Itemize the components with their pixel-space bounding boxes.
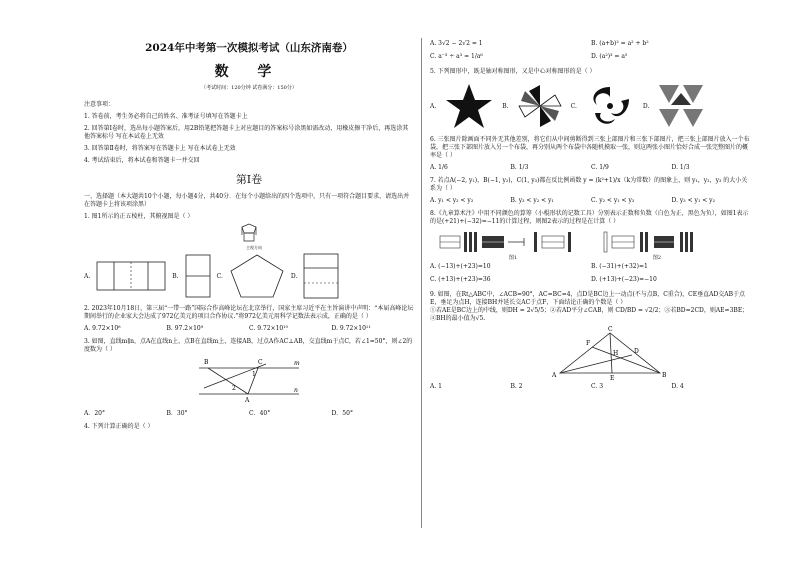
figure-2-caption: 图2 [652, 255, 662, 261]
counting-rods-figure-2 [602, 230, 712, 254]
q8-figures [438, 230, 752, 261]
q7-option-a: A. y₁ < y₂ < y₃ [430, 197, 474, 204]
line-m-label: m [294, 360, 300, 367]
note-item: 3. 回答第Ⅱ卷时，将答案写在答题卡上 写在本试卷上无效 [84, 145, 236, 152]
point-e-label: E [610, 375, 615, 381]
column-divider [421, 38, 422, 528]
point-h-label: H [613, 350, 619, 357]
q8-option-c: C. (+13)+(+23)=36 [430, 276, 491, 283]
q2-option-a: A. 9.72×10⁸ [84, 325, 121, 332]
q4-options [430, 40, 752, 60]
q5-option-b-label: B. [502, 102, 509, 110]
counting-rods-figure-1 [438, 230, 588, 254]
q9-triangle-figure [550, 325, 670, 381]
q8-figure-2 [602, 230, 712, 261]
question-4-stem: 4. 下列计算正确的是（ ） [84, 423, 154, 430]
note-item: 4. 考试结束后，将本试卷和答题卡一并交回 [84, 157, 200, 164]
q6-option-a: A. 1/6 [430, 164, 448, 171]
section-instructions: 一、选择题（本大题共10个小题，每小题4分，共40分．在每个小题给出的四个选项中，只有一项符合题目要求，请选出并在答题卡上将该项涂黑） [84, 193, 410, 208]
question-8-stem: 8.《九章算术注》中用不同颜色的算筹（小棍形状的记数工具）分别表示正数和负数（白色为正，黑色为负），如图1表示的是(+21)+(−32)=−11的计算过程，则图2表示的过程是在计算（ ） [430, 210, 749, 225]
angle-2-label: 2 [232, 385, 236, 392]
q6-option-d: D. 1/3 [671, 164, 690, 171]
note-item: 1. 答卷前，考生务必将自己的姓名、准考证号填写在答题卡上 [84, 113, 248, 120]
q1-option-d-figure [303, 253, 339, 299]
right-column [430, 40, 752, 396]
q3-parallel-lines-figure [194, 354, 304, 404]
subject-title: 数 学 [214, 64, 284, 80]
q5-option-c-label: C. [570, 102, 577, 110]
point-b-label: B [662, 372, 667, 379]
q1-option-a-label: A. [84, 272, 91, 280]
question-2-stem: 2. 2023年10月18日，第三届“一带一路”国际合作高峰论坛在北京举行，国家主席习近平在主旨演讲中声明：“本届高峰论坛期间举行的企业家大会达成了972亿美元的项目合作协议.”将972亿美元用科学记数法表示成，正确的是（ ） [84, 305, 414, 320]
line-n-label: n [294, 387, 298, 394]
q8-options [430, 263, 752, 283]
q1-options [84, 253, 414, 299]
point-a-label: A [245, 397, 250, 404]
triangle-pattern-icon [657, 83, 705, 129]
note-item: 2. 回答第Ⅰ卷时，选出每小题答案后，用2B铅笔把答题卡上对应题目的答案标号涂黑如需改动，用橡皮擦干净后，再选涂其他答案标号 写在本试卷上无效 [84, 125, 409, 140]
question-1-stem: 1. 图1所示的正五棱柱，其俯视图是（ ） [84, 213, 194, 220]
q8-option-d: D. (+13)+(−23)=−10 [591, 276, 657, 283]
point-c-label: C [258, 359, 263, 366]
q3-option-b: B．30° [166, 410, 188, 417]
figure-1-caption: 图1 [508, 255, 518, 261]
q1-prism-figure [234, 223, 274, 251]
q8-figure-1 [438, 230, 588, 261]
question-7-stem: 7. 若点A(−2, y₁)，B(−1, y₂)，C(1, y₃)都在反比例函数 y = (k²+1)/x（k为常数）的图象上，则 y₁，y₂，y₃ 的大小关系为（ ） [430, 177, 748, 192]
five-pointed-star-icon [444, 82, 494, 130]
q6-options [430, 164, 752, 171]
swirl-shape-icon [585, 83, 635, 129]
q8-option-a: A. (−13)+(+23)=10 [430, 263, 491, 270]
q9-option-a: A. 1 [430, 383, 442, 390]
q5-option-a-label: A. [430, 102, 437, 110]
view-direction-label: 主视方向 [246, 245, 262, 250]
q4-option-a: A. 3√2 − 2√2 = 1 [430, 40, 483, 47]
exam-info: （考试时间：120分钟 试卷满分：150分） [201, 85, 297, 91]
q9-option-b: B. 2 [510, 383, 523, 390]
notes-heading: 注意事项： [84, 101, 115, 108]
q4-option-d: D. (a²)³ = a⁵ [591, 53, 628, 60]
exam-title: 2024年中考第一次模拟考试（山东济南卷） [145, 42, 353, 54]
q1-option-d-label: D. [290, 272, 298, 280]
question-3-stem: 3. 如图，直线m∥n，点A在直线n上，点B在直线m上，连接AB，过点A作AC⊥AB，交直线m于点C，若∠1=50°，则∠2的度数为（ ） [84, 338, 413, 353]
q3-options [84, 408, 414, 417]
q9-option-c: C. 3 [591, 383, 604, 390]
point-c-label: C [608, 326, 613, 333]
angle-1-label: 1 [252, 371, 256, 378]
q1-option-b-label: B. [172, 272, 179, 280]
q1-option-a-figure [96, 261, 166, 291]
q9-option-d: D. 4 [671, 383, 684, 390]
left-column [84, 40, 414, 431]
q6-option-c: C. 1/9 [591, 164, 609, 171]
section-title: 第Ⅰ卷 [235, 173, 263, 186]
pentagonal-prism-icon [234, 223, 264, 245]
q2-options [84, 325, 414, 332]
q1-option-b-figure [185, 254, 211, 298]
q7-option-d: D. y₃ < y₁ < y₂ [671, 197, 715, 204]
q4-option-b: B. (a+b)² = a² + b² [591, 40, 649, 47]
q5-option-d-label: D. [642, 102, 650, 110]
point-d-label: D [634, 348, 639, 355]
q7-option-b: B. y₃ < y₂ < y₁ [510, 197, 554, 204]
q2-option-b: B. 97.2×10⁹ [166, 325, 204, 332]
q6-option-b: B. 1/3 [510, 164, 529, 171]
q2-option-d: D. 9.72×10¹¹ [331, 325, 371, 332]
question-6-stem: 6. 三张图片除画面不同外无其他差别，将它们从中间剪断得到三张上部图片和三张下部图片，把三张上部图片放入一个布袋，把三张下部图片放入另一个布袋，再分别从两个布袋中各随机摸取一张，则这两张小图片恰好合成一张完整图片的概率是（ ） [430, 136, 750, 159]
question-5-stem: 5. 下列图形中，既是轴对称图形，又是中心对称图形的是（ ） [430, 68, 596, 75]
q3-option-c: C．40° [249, 410, 271, 417]
point-b-label: B [204, 359, 209, 366]
point-f-label: F [586, 340, 591, 347]
question-9-stem: 9. 如图，在Rt△ABC中，∠ACB=90°，AC=BC=4，点D是BC边上一动点(不与点B、C重合)，CE垂直AD交AB于点E，垂足为点H，连接BH并延长交AC于点F，下面结论正确的个数是（ ） [430, 291, 746, 306]
q3-option-a: A．20° [84, 410, 105, 417]
q7-option-c: C. y₂ < y₁ < y₃ [591, 197, 635, 204]
q1-option-c-figure [229, 253, 285, 299]
question-9-statements: ①若AE是BC边上的中线，则DH = 2√5/5；②若AD平分∠CAB，则 CD/BD = √2/2；③若BD=2CD，则AE=3BE；④BH的最小值为√5. [430, 307, 749, 322]
pinwheel-icon [517, 83, 563, 129]
q2-option-c: C. 9.72×10¹⁰ [249, 325, 289, 332]
q7-options [430, 197, 752, 204]
q4-option-c: C. a⁻³ ÷ a³ = 1/a⁶ [430, 53, 483, 60]
q1-option-c-label: C. [216, 272, 223, 280]
q3-option-d: D．50° [331, 410, 353, 417]
q5-options [430, 82, 752, 130]
q9-options [430, 383, 752, 390]
q8-option-b: B. (−31)+(+32)=1 [591, 263, 648, 270]
point-a-label: A [552, 372, 557, 379]
